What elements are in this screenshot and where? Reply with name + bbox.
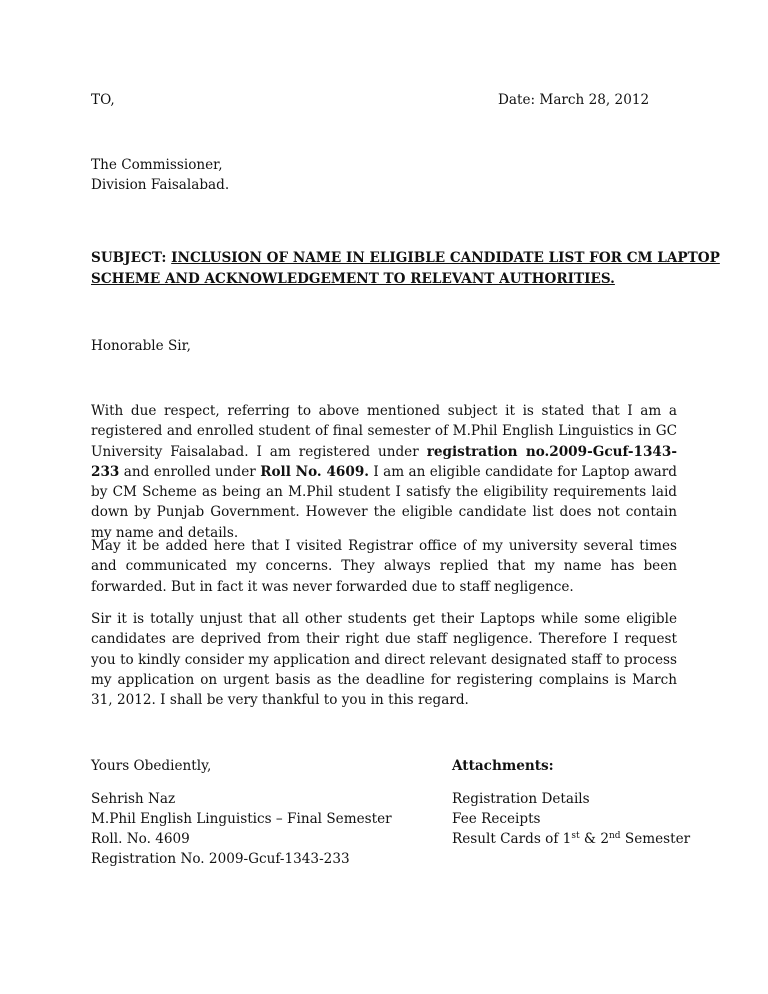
attachment-item: Registration Details: [452, 791, 590, 807]
result-cards-suffix: Semester: [620, 831, 691, 847]
recipient-title: The Commissioner,: [91, 157, 223, 173]
closing-yours: Yours Obediently,: [91, 758, 212, 774]
recipient-division: Division Faisalabad.: [91, 177, 230, 193]
sender-registration: Registration No. 2009-Gcuf-1343-233: [91, 851, 350, 867]
sender-program: M.Phil English Linguistics – Final Semester: [91, 811, 392, 827]
subject-line-1: INCLUSION OF NAME IN ELIGIBLE CANDIDATE LIST FOR CM LAPTOP: [171, 250, 720, 266]
attachment-item: Fee Receipts: [452, 811, 541, 827]
registration-number: registration no.2009-Gcuf-1343-233: [91, 443, 677, 480]
attachments-heading: Attachments:: [452, 758, 554, 774]
sender-roll: Roll. No. 4609: [91, 831, 190, 847]
subject-label: SUBJECT:: [91, 250, 167, 266]
ordinal-st: st: [571, 831, 580, 841]
subject-block: [91, 248, 720, 290]
body-paragraph-2: May it be added here that I visited Registrar office of my university several times and communicated my concerns. They always replied that my name has been forwarded. But in fact it was never forwarded due to staff negligence.: [91, 538, 677, 595]
sender-name: Sehrish Naz: [91, 791, 176, 807]
attachment-item-result-cards: [452, 829, 690, 849]
letter-date: Date: March 28, 2012: [498, 92, 650, 108]
salutation: Honorable Sir,: [91, 338, 191, 354]
body-paragraph-1: [91, 401, 677, 543]
result-cards-mid: & 2: [579, 831, 609, 847]
body-p1-text-a: With due respect, referring to above mentioned subject it is stated that I am a registered and enrolled student of final semester of M.Phil English Linguistics in GC University Faisalabad. I am registered under: [91, 403, 677, 460]
subject-line-2: SCHEME AND ACKNOWLEDGEMENT TO RELEVANT AUTHORITIES.: [91, 271, 615, 287]
body-p1-text-b: and enrolled under: [123, 463, 256, 480]
ordinal-nd: nd: [609, 831, 621, 841]
body-p1-text-c: I am an eligible candidate for Laptop award by CM Scheme as being an M.Phil student I satisfy the eligibility requirements laid down by Punjab Government. However the eligible candidate list does not contain my name and details.: [91, 463, 677, 541]
result-cards-prefix: Result Cards of 1: [452, 831, 572, 847]
body-paragraph-3: Sir it is totally unjust that all other students get their Laptops while some eligible candidates are deprived from their right due staff negligence. Therefore I request you to kindly consider my application and direct relevant designated staff to process my application on urgent basis as the deadline for registering complains is March 31, 2012. I shall be very thankful to you in this regard.: [91, 611, 677, 709]
roll-number: Roll No. 4609.: [260, 463, 370, 480]
to-label: TO,: [91, 92, 115, 108]
